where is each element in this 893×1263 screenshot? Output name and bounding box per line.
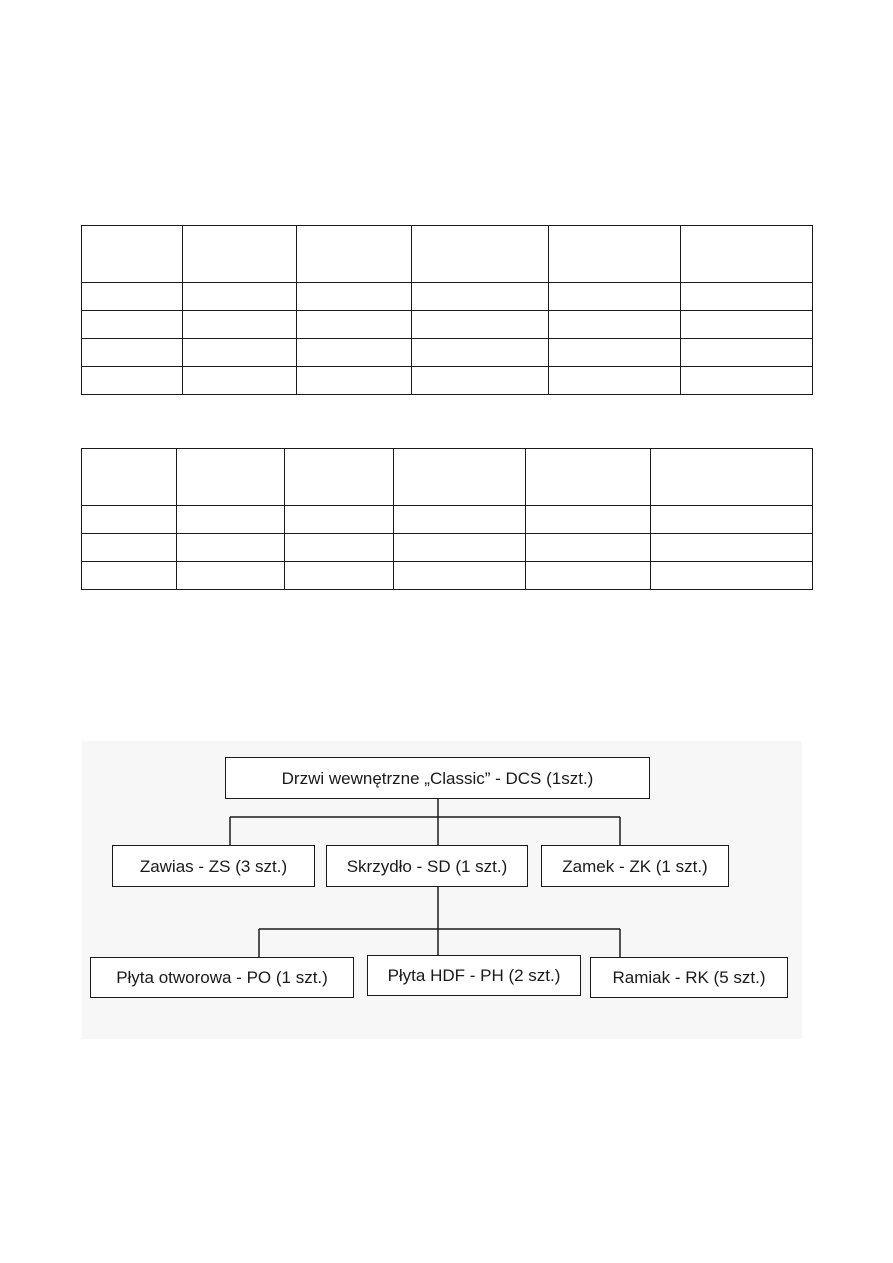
table-cell — [681, 367, 813, 395]
table-cell — [651, 506, 813, 534]
table-row — [82, 367, 813, 395]
table-cell — [526, 562, 651, 590]
table-cell — [285, 506, 394, 534]
table-cell — [681, 311, 813, 339]
table-cell — [177, 534, 285, 562]
table-cell — [183, 367, 297, 395]
table-cell — [183, 226, 297, 283]
table-cell — [394, 534, 526, 562]
table-cell — [549, 339, 681, 367]
table-cell — [297, 339, 412, 367]
table-cell — [681, 226, 813, 283]
table-cell — [183, 339, 297, 367]
table-cell — [82, 449, 177, 506]
table-cell — [297, 283, 412, 311]
table-cell — [82, 506, 177, 534]
table-cell — [412, 226, 549, 283]
table-cell — [177, 449, 285, 506]
table-cell — [526, 506, 651, 534]
tree-node-hinge: Zawias - ZS (3 szt.) — [112, 845, 315, 887]
table-cell — [183, 283, 297, 311]
table-cell — [681, 283, 813, 311]
table-cell — [412, 283, 549, 311]
table-cell — [82, 283, 183, 311]
tree-node-hollow-board: Płyta otworowa - PO (1 szt.) — [90, 957, 354, 998]
table-cell — [285, 562, 394, 590]
table-cell — [651, 534, 813, 562]
table-cell — [177, 506, 285, 534]
tree-node-door-leaf: Skrzydło - SD (1 szt.) — [326, 845, 528, 887]
table-row — [82, 534, 813, 562]
table-cell — [82, 339, 183, 367]
table-cell — [394, 506, 526, 534]
table-cell — [82, 562, 177, 590]
tree-node-hdf-board: Płyta HDF - PH (2 szt.) — [367, 955, 581, 996]
table-cell — [297, 311, 412, 339]
table-cell — [549, 283, 681, 311]
table-cell — [394, 562, 526, 590]
table-row — [82, 562, 813, 590]
table-cell — [651, 449, 813, 506]
tree-node-root: Drzwi wewnętrzne „Classic” - DCS (1szt.) — [225, 757, 650, 799]
table-cell — [82, 226, 183, 283]
table-cell — [412, 339, 549, 367]
empty-table-2 — [81, 448, 813, 590]
table-header-row — [82, 449, 813, 506]
table-cell — [297, 367, 412, 395]
table-cell — [651, 562, 813, 590]
table-header-row — [82, 226, 813, 283]
tree-node-frame-rail: Ramiak - RK (5 szt.) — [590, 957, 788, 998]
table-cell — [285, 449, 394, 506]
table-cell — [549, 367, 681, 395]
table-cell — [177, 562, 285, 590]
table-row — [82, 506, 813, 534]
table-cell — [526, 534, 651, 562]
table-row — [82, 311, 813, 339]
table-cell — [82, 534, 177, 562]
table-cell — [412, 311, 549, 339]
table-row — [82, 339, 813, 367]
table-cell — [394, 449, 526, 506]
table-cell — [681, 339, 813, 367]
table-cell — [285, 534, 394, 562]
table-cell — [183, 311, 297, 339]
table-row — [82, 283, 813, 311]
product-structure-tree — [82, 741, 802, 1039]
table-cell — [412, 367, 549, 395]
table-cell — [549, 311, 681, 339]
table-cell — [82, 367, 183, 395]
table-cell — [549, 226, 681, 283]
table-cell — [82, 311, 183, 339]
table-cell — [526, 449, 651, 506]
empty-table-1 — [81, 225, 813, 395]
tree-node-lock: Zamek - ZK (1 szt.) — [541, 845, 729, 887]
table-cell — [297, 226, 412, 283]
